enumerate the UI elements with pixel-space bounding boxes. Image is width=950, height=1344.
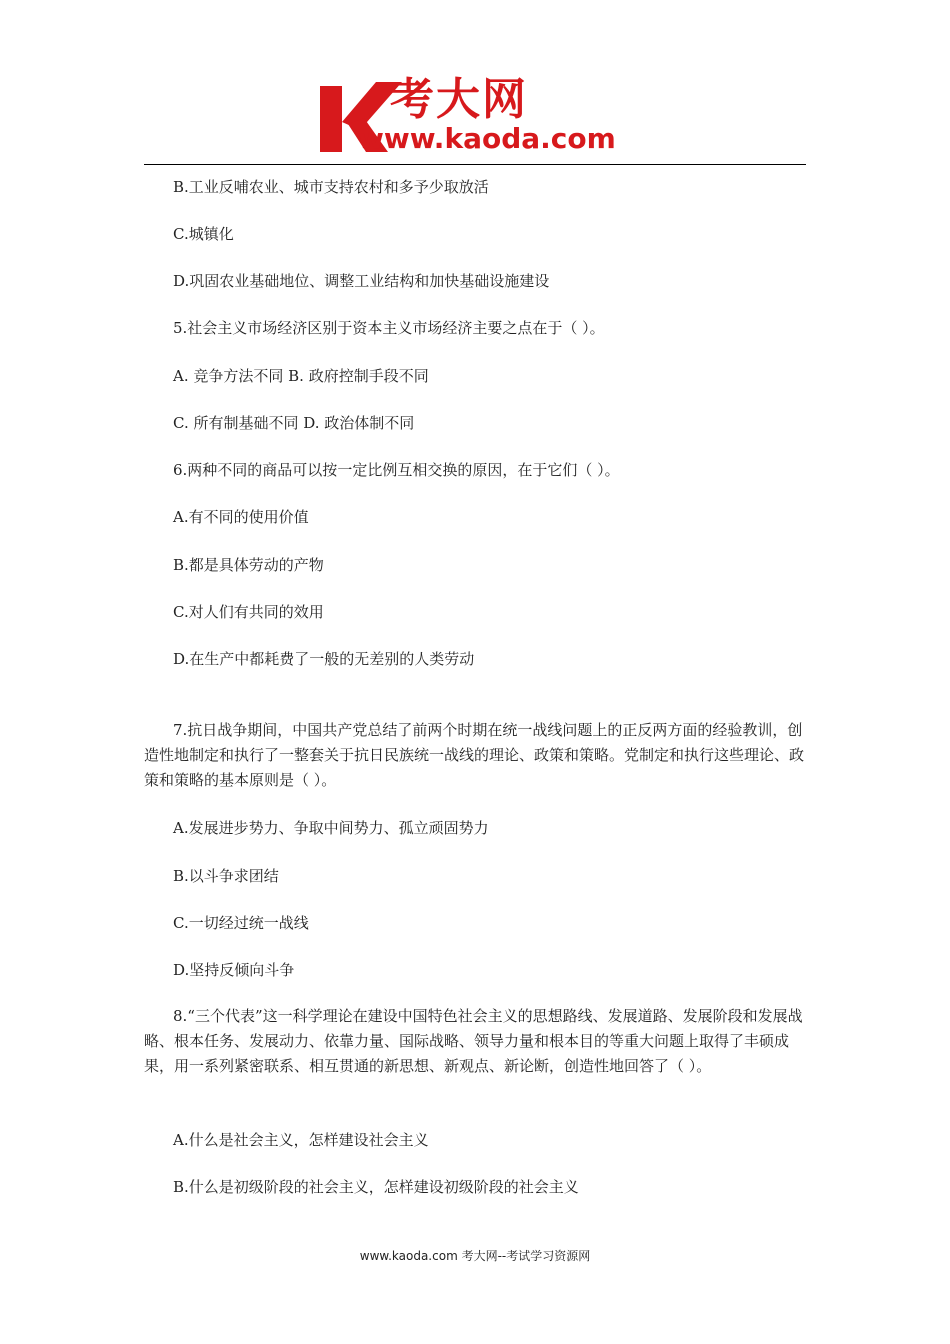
- question-stem: 5.社会主义市场经济区别于资本主义市场经济主要之点在于（ ）。: [173, 319, 605, 337]
- question-paragraph: [144, 1004, 806, 1079]
- question-stem: 7.抗日战争期间，中国共产党总结了前两个时期在统一战线问题上的正反两方面的经验教训，创造性地制定和执行了一整套关于抗日民族统一战线的理论、政策和策略。党制定和执行这些理论、政策和策略的基本原则是（ ）。: [144, 721, 805, 789]
- option-line: B.工业反哺农业、城市支持农村和多予少取放活: [173, 178, 489, 196]
- option-line: B.什么是初级阶段的社会主义，怎样建设初级阶段的社会主义: [173, 1178, 579, 1196]
- option-line: A. 竞争方法不同 B. 政府控制手段不同: [173, 367, 429, 385]
- option-line: C.对人们有共同的效用: [173, 603, 324, 621]
- logo-url: www.kaoda.com: [358, 122, 616, 155]
- option-line: C.城镇化: [173, 225, 234, 243]
- option-line: A.有不同的使用价值: [173, 508, 309, 526]
- option-line: C.一切经过统一战线: [173, 914, 309, 932]
- option-line: B.以斗争求团结: [173, 867, 279, 885]
- question-stem: 6.两种不同的商品可以按一定比例互相交换的原因，在于它们（ ）。: [173, 461, 620, 479]
- page-footer: www.kaoda.com 考大网--考试学习资源网: [359, 1249, 591, 1263]
- question-paragraph: [144, 718, 806, 793]
- option-line: C. 所有制基础不同 D. 政治体制不同: [173, 414, 415, 432]
- option-line: A.什么是社会主义，怎样建设社会主义: [173, 1131, 429, 1149]
- option-line: D.坚持反倾向斗争: [173, 961, 295, 979]
- option-line: A.发展进步势力、争取中间势力、孤立顽固势力: [173, 819, 489, 837]
- question-stem: 8.“三个代表”这一科学理论在建设中国特色社会主义的思想路线、发展道路、发展阶段和发展战略、根本任务、发展动力、依靠力量、国际战略、领导力量和根本目的等重大问题上取得了丰硕成果，用一系列紧密联系、相互贯通的新思想、新观点、新论断，创造性地回答了（ ）。: [144, 1007, 803, 1075]
- option-line: B.都是具体劳动的产物: [173, 556, 324, 574]
- option-line: D.在生产中都耗费了一般的无差别的人类劳动: [173, 650, 475, 668]
- site-logo: [318, 74, 638, 162]
- header-divider: [144, 164, 806, 165]
- logo-text: 考大网: [390, 74, 528, 125]
- option-line: D.巩固农业基础地位、调整工业结构和加快基础设施建设: [173, 272, 550, 290]
